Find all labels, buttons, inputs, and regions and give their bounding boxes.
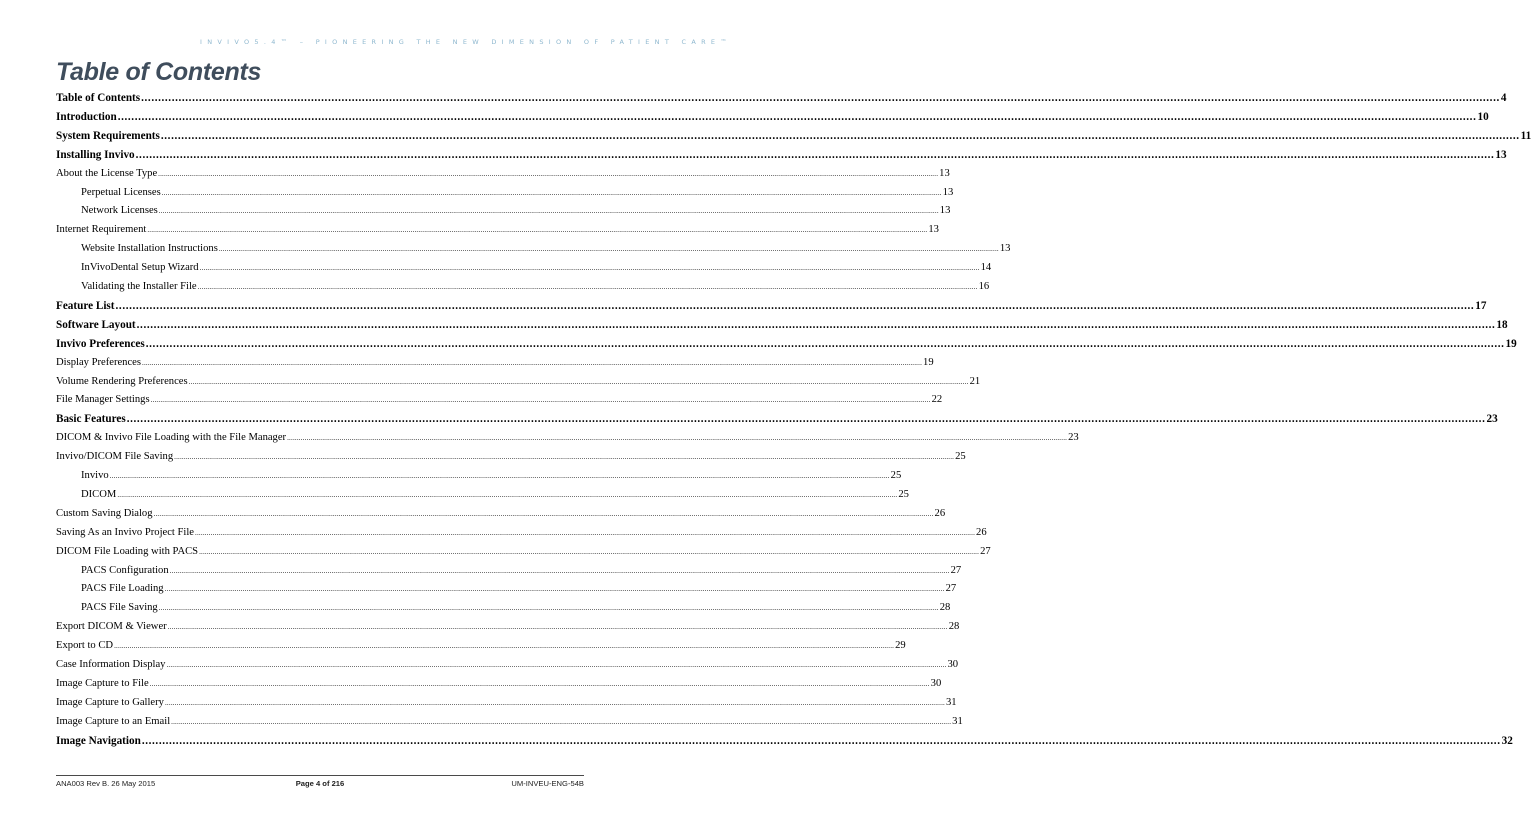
toc-entry[interactable] bbox=[56, 507, 946, 526]
toc-entry-label: Invivo bbox=[81, 470, 109, 481]
toc-entry-label: Internet Requirement bbox=[56, 224, 147, 236]
toc-entry-page: 13 bbox=[1495, 148, 1507, 161]
toc-entry[interactable] bbox=[56, 337, 1517, 356]
toc-entry[interactable] bbox=[56, 488, 909, 507]
toc-dot-leader: ................................................................................................................................................................................................................................................................................................................................................................................................................ bbox=[287, 434, 1068, 443]
toc-entry[interactable] bbox=[56, 186, 954, 205]
toc-entry-label: Case Information Display bbox=[56, 659, 166, 670]
toc-entry[interactable] bbox=[56, 375, 981, 394]
toc-dot-leader: ................................................................................................................................................................................................................................................................................................................................................................................................................ bbox=[158, 604, 939, 613]
toc-dot-leader: ................................................................................................................................................................................................................................................................................................................................................................................................................ bbox=[142, 358, 923, 367]
toc-entry-page: 13 bbox=[939, 167, 950, 179]
toc-dot-leader: ................................................................................................................................................................................................................................................................................................................................................................................................................ bbox=[136, 318, 1496, 331]
toc-entry[interactable] bbox=[56, 148, 1507, 167]
toc-entry-page: 16 bbox=[978, 281, 990, 292]
toc-entry-page: 32 bbox=[1501, 734, 1513, 747]
toc-entry-page: 28 bbox=[948, 621, 960, 633]
toc-entry[interactable] bbox=[56, 394, 943, 412]
toc-entry-page: 31 bbox=[945, 696, 957, 708]
toc-entry[interactable] bbox=[56, 110, 1489, 129]
toc-dot-leader: ................................................................................................................................................................................................................................................................................................................................................................................................................ bbox=[188, 377, 969, 386]
toc-entry-page: 26 bbox=[934, 507, 946, 519]
toc-entry-page: 4 bbox=[1500, 92, 1507, 104]
toc-entry-page: 19 bbox=[1505, 337, 1517, 350]
toc-entry-label: Image Capture to File bbox=[56, 677, 149, 689]
toc-entry-label: Custom Saving Dialog bbox=[56, 507, 153, 519]
toc-entry-label: Website Installation Instructions bbox=[81, 243, 218, 255]
toc-dot-leader: ................................................................................................................................................................................................................................................................................................................................................................................................................ bbox=[149, 679, 930, 688]
toc-entry-label: DICOM bbox=[81, 488, 117, 500]
toc-dot-leader: ................................................................................................................................................................................................................................................................................................................................................................................................................ bbox=[160, 129, 1520, 142]
toc-entry[interactable] bbox=[56, 451, 966, 469]
toc-entry-page: 13 bbox=[928, 224, 939, 236]
toc-entry[interactable] bbox=[56, 413, 1498, 431]
toc-entry-page: 22 bbox=[931, 394, 943, 406]
toc-entry[interactable] bbox=[56, 129, 1531, 148]
toc-entry-page: 25 bbox=[955, 451, 966, 463]
toc-dot-leader: ................................................................................................................................................................................................................................................................................................................................................................................................................ bbox=[117, 110, 1477, 123]
toc-entry-page: 19 bbox=[923, 356, 934, 368]
toc-entry-label: PACS Configuration bbox=[81, 564, 169, 576]
toc-dot-leader: ................................................................................................................................................................................................................................................................................................................................................................................................................ bbox=[147, 226, 928, 235]
toc-entry-page: 30 bbox=[947, 659, 959, 670]
toc-dot-leader: ................................................................................................................................................................................................................................................................................................................................................................................................................ bbox=[199, 547, 980, 556]
toc-dot-leader: ................................................................................................................................................................................................................................................................................................................................................................................................................ bbox=[199, 264, 980, 273]
toc-dot-leader: ................................................................................................................................................................................................................................................................................................................................................................................................................ bbox=[164, 698, 945, 707]
footer-page-number: Page 4 of 216 bbox=[295, 779, 345, 788]
toc-entry[interactable] bbox=[56, 677, 942, 696]
header-tagline: INVIVO5.4™ – PIONEERING THE NEW DIMENSION OF PATIENT CARE™ bbox=[200, 38, 733, 46]
toc-entry-label: Validating the Installer File bbox=[81, 281, 197, 292]
toc-dot-leader: ................................................................................................................................................................................................................................................................................................................................................................................................................ bbox=[126, 413, 1486, 426]
toc-dot-leader: ................................................................................................................................................................................................................................................................................................................................................................................................................ bbox=[218, 245, 999, 254]
toc-entry[interactable] bbox=[56, 659, 959, 677]
toc-entry-label: Installing Invivo bbox=[56, 148, 135, 161]
toc-entry-label: Volume Rendering Preferences bbox=[56, 375, 188, 387]
toc-entry[interactable] bbox=[56, 470, 902, 488]
toc-entry-label: Network Licenses bbox=[81, 205, 158, 217]
toc-entry-page: 27 bbox=[950, 564, 962, 576]
toc-dot-leader: ................................................................................................................................................................................................................................................................................................................................................................................................................ bbox=[171, 717, 952, 726]
toc-dot-leader: ................................................................................................................................................................................................................................................................................................................................................................................................................ bbox=[158, 207, 939, 216]
toc-entry[interactable] bbox=[56, 167, 950, 186]
toc-entry-page: 27 bbox=[980, 545, 991, 557]
toc-entry-label: File Manager Settings bbox=[56, 394, 150, 406]
toc-dot-leader: ................................................................................................................................................................................................................................................................................................................................................................................................................ bbox=[114, 642, 895, 651]
toc-entry[interactable] bbox=[56, 299, 1487, 318]
toc-entry[interactable] bbox=[56, 640, 906, 658]
toc-entry-page: 31 bbox=[952, 715, 963, 727]
toc-entry-label: Invivo Preferences bbox=[56, 337, 145, 350]
toc-entry-label: Feature List bbox=[56, 299, 115, 312]
toc-entry-label: Image Capture to Gallery bbox=[56, 696, 164, 708]
toc-entry-label: PACS File Loading bbox=[81, 583, 164, 595]
toc-dot-leader: ................................................................................................................................................................................................................................................................................................................................................................................................................ bbox=[166, 661, 947, 669]
toc-entry-label: DICOM & Invivo File Loading with the File Manager bbox=[56, 432, 287, 444]
toc-entry[interactable] bbox=[56, 318, 1508, 337]
toc-entry[interactable] bbox=[56, 734, 1513, 753]
toc-entry[interactable] bbox=[56, 621, 960, 639]
toc-entry-label: Image Navigation bbox=[56, 734, 141, 747]
toc-dot-leader: ................................................................................................................................................................................................................................................................................................................................................................................................................ bbox=[115, 299, 1475, 312]
toc-entry-label: Invivo/DICOM File Saving bbox=[56, 451, 174, 463]
toc-dot-leader: ................................................................................................................................................................................................................................................................................................................................................................................................................ bbox=[150, 396, 931, 405]
toc-entry-page: 23 bbox=[1068, 432, 1079, 444]
toc-entry-label: DICOM File Loading with PACS bbox=[56, 545, 199, 557]
toc-dot-leader: ................................................................................................................................................................................................................................................................................................................................................................................................................ bbox=[135, 148, 1495, 161]
toc-entry[interactable] bbox=[56, 243, 1011, 261]
toc-entry-label: Software Layout bbox=[56, 318, 136, 331]
toc-entry-page: 18 bbox=[1496, 318, 1508, 331]
toc-entry[interactable] bbox=[56, 224, 939, 242]
toc-entry-page: 11 bbox=[1520, 129, 1531, 142]
toc-entry-page: 25 bbox=[898, 488, 909, 500]
toc-entry[interactable] bbox=[56, 281, 990, 299]
toc-entry-label: Image Capture to an Email bbox=[56, 715, 171, 727]
toc-entry-label: System Requirements bbox=[56, 129, 160, 142]
toc-entry[interactable] bbox=[56, 92, 1507, 110]
toc-entry-page: 17 bbox=[1475, 299, 1487, 312]
toc-entry[interactable] bbox=[56, 262, 992, 280]
toc-dot-leader: ................................................................................................................................................................................................................................................................................................................................................................................................................ bbox=[195, 528, 976, 537]
toc-dot-leader: ................................................................................................................................................................................................................................................................................................................................................................................................................ bbox=[109, 472, 890, 480]
toc-entry-page: 27 bbox=[945, 583, 957, 595]
toc-entry-label: Export DICOM & Viewer bbox=[56, 621, 167, 633]
toc-entry-label: InVivoDental Setup Wizard bbox=[81, 262, 199, 274]
toc-entry-label: Table of Contents bbox=[56, 92, 141, 104]
toc-entry[interactable] bbox=[56, 583, 957, 601]
toc-dot-leader: ................................................................................................................................................................................................................................................................................................................................................................................................................ bbox=[174, 453, 955, 462]
toc-dot-leader: ................................................................................................................................................................................................................................................................................................................................................................................................................ bbox=[141, 92, 1500, 104]
toc-entry-page: 29 bbox=[895, 640, 906, 652]
toc-entry-label: Export to CD bbox=[56, 640, 114, 652]
footer-doc-revision: ANA003 Rev B. 26 May 2015 bbox=[56, 779, 156, 788]
toc-entry-label: Basic Features bbox=[56, 413, 126, 426]
toc-entry-label: About the License Type bbox=[56, 167, 158, 179]
toc-dot-leader: ................................................................................................................................................................................................................................................................................................................................................................................................................ bbox=[161, 188, 942, 197]
toc-entry-page: 13 bbox=[939, 205, 951, 217]
toc-entry[interactable] bbox=[56, 205, 951, 223]
toc-entry-label: Display Preferences bbox=[56, 356, 142, 368]
toc-entry-page: 25 bbox=[890, 470, 902, 481]
toc-dot-leader: ................................................................................................................................................................................................................................................................................................................................................................................................................ bbox=[117, 490, 898, 499]
toc-entry-label: Introduction bbox=[56, 110, 117, 123]
toc-entry-page: 14 bbox=[980, 262, 992, 274]
toc-dot-leader: ................................................................................................................................................................................................................................................................................................................................................................................................................ bbox=[158, 169, 939, 178]
toc-entry-page: 10 bbox=[1477, 110, 1489, 123]
toc-entry-page: 23 bbox=[1486, 413, 1498, 426]
toc-entry[interactable] bbox=[56, 602, 951, 620]
toc-entry-label: Perpetual Licenses bbox=[81, 186, 161, 198]
toc-entry-label: PACS File Saving bbox=[81, 602, 158, 614]
toc-dot-leader: ................................................................................................................................................................................................................................................................................................................................................................................................................ bbox=[197, 283, 978, 291]
toc-dot-leader: ................................................................................................................................................................................................................................................................................................................................................................................................................ bbox=[153, 509, 934, 518]
toc-entry[interactable] bbox=[56, 545, 991, 564]
toc-entry-page: 28 bbox=[939, 602, 951, 614]
toc-entry[interactable] bbox=[56, 696, 957, 715]
toc-dot-leader: ................................................................................................................................................................................................................................................................................................................................................................................................................ bbox=[164, 585, 945, 594]
toc-entry-page: 13 bbox=[942, 186, 954, 198]
toc-entry-page: 26 bbox=[976, 526, 987, 538]
toc-entry-page: 13 bbox=[999, 243, 1011, 255]
toc-entry[interactable] bbox=[56, 564, 962, 583]
toc-entry[interactable] bbox=[56, 526, 987, 545]
page-title: Table of Contents bbox=[56, 58, 262, 86]
toc-entry[interactable] bbox=[56, 432, 1079, 450]
toc-entry[interactable] bbox=[56, 715, 963, 734]
toc-dot-leader: ................................................................................................................................................................................................................................................................................................................................................................................................................ bbox=[169, 566, 950, 575]
toc-entry-label: Saving As an Invivo Project File bbox=[56, 526, 195, 538]
toc-dot-leader: ................................................................................................................................................................................................................................................................................................................................................................................................................ bbox=[167, 623, 948, 632]
toc-dot-leader: ................................................................................................................................................................................................................................................................................................................................................................................................................ bbox=[145, 337, 1505, 350]
page-footer bbox=[56, 779, 584, 793]
toc-entry-page: 30 bbox=[930, 677, 942, 689]
toc-entry-page: 21 bbox=[969, 375, 981, 387]
toc-entry[interactable] bbox=[56, 356, 934, 375]
footer-divider bbox=[56, 775, 584, 776]
footer-doc-code: UM-INVEU-ENG-54B bbox=[511, 779, 584, 788]
toc-dot-leader: ................................................................................................................................................................................................................................................................................................................................................................................................................ bbox=[141, 734, 1501, 747]
